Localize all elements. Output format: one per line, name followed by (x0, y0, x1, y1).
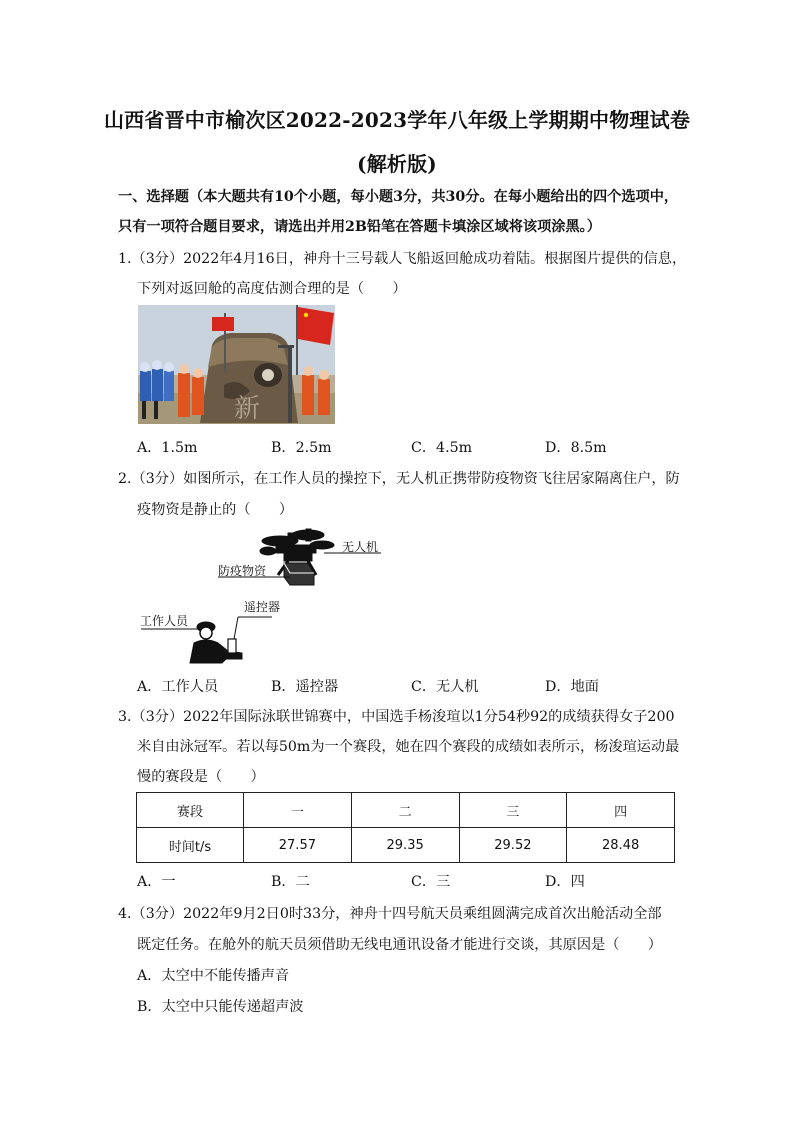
table-header-cell: 赛段 (137, 793, 244, 828)
q3-split-table (136, 792, 675, 863)
table-cell: 27.57 (244, 828, 352, 863)
page-subtitle: (解析版) (357, 152, 437, 176)
table-header-cell: 三 (459, 793, 567, 828)
q1-option-d[interactable]: D．8.5m (545, 440, 607, 456)
q2-drone-figure (138, 523, 398, 665)
table-cell: 29.52 (459, 828, 567, 863)
q2-stem-line2: 疫物资是静止的（ ） (137, 502, 294, 518)
table-header-cell: 二 (351, 793, 459, 828)
q3-option-c[interactable]: C．三 (411, 874, 451, 890)
q2-option-d[interactable]: D．地面 (545, 679, 599, 695)
q3-option-a[interactable]: A．一 (137, 874, 176, 890)
q1-stem-line2: 下列对返回舱的高度估测合理的是（ ） (137, 281, 407, 297)
page-title: 山西省晋中市榆次区2022-2023学年八年级上学期期中物理试卷 (103, 108, 691, 132)
q1-option-b[interactable]: B．2.5m (271, 440, 332, 456)
supplies-label: 防疫物资 (218, 564, 267, 578)
q2-option-c[interactable]: C．无人机 (411, 679, 479, 695)
q1-option-a[interactable]: A．1.5m (137, 440, 198, 456)
q4-option-a[interactable]: A．太空中不能传播声音 (137, 968, 290, 984)
photo-watermark: 新 (234, 394, 261, 424)
q3-stem-line1: 3.（3分）2022年国际泳联世锦赛中，中国选手杨浚瑄以1分54秒92的成绩获得女子200 (118, 709, 675, 725)
section-heading-line2: 只有一项符合题目要求，请选出并用2B铅笔在答题卡填涂区域将该项涂黑。） (118, 219, 601, 235)
q4-stem-line1: 4.（3分）2022年9月2日0时33分，神舟十四号航天员乘组圆满完成首次出舱活动全部 (118, 906, 662, 922)
q3-option-b[interactable]: B．二 (271, 874, 310, 890)
q4-option-b[interactable]: B．太空中只能传递超声波 (137, 999, 304, 1015)
table-cell: 时间t/s (137, 828, 244, 863)
q2-option-a[interactable]: A．工作人员 (137, 679, 219, 695)
section-heading-line1: 一、选择题（本大题共有10个小题，每小题3分，共30分。在每小题给出的四个选项中， (118, 189, 679, 205)
table-row (137, 828, 675, 863)
table-header-cell: 一 (244, 793, 352, 828)
table-header-row (137, 793, 675, 828)
remote-label: 遥控器 (244, 600, 281, 614)
q3-option-d[interactable]: D．四 (545, 874, 585, 890)
q3-stem-line2: 米自由泳冠军。若以每50m为一个赛段，她在四个赛段的成绩如表所示，杨浚瑄运动最 (137, 739, 680, 755)
q2-stem-line1: 2.（3分）如图所示，在工作人员的操控下，无人机正携带防疫物资飞往居家隔离住户，防 (118, 471, 680, 487)
table-header-cell: 四 (567, 793, 675, 828)
q3-stem-line3: 慢的赛段是（ ） (137, 769, 265, 785)
worker-label: 工作人员 (140, 614, 189, 628)
capsule-photo-image (138, 305, 335, 424)
q1-option-c[interactable]: C．4.5m (411, 440, 473, 456)
drone-diagram (138, 523, 398, 665)
table-cell: 28.48 (567, 828, 675, 863)
q1-stem-line1: 1.（3分）2022年4月16日，神舟十三号载人飞船返回舱成功着陆。根据图片提供的信息， (118, 251, 687, 267)
q1-capsule-photo (138, 305, 335, 424)
q4-stem-line2: 既定任务。在舱外的航天员须借助无线电通讯设备才能进行交谈，其原因是（ ） (137, 937, 662, 953)
q2-option-b[interactable]: B．遥控器 (271, 679, 339, 695)
table-cell: 29.35 (351, 828, 459, 863)
drone-label: 无人机 (342, 540, 379, 554)
